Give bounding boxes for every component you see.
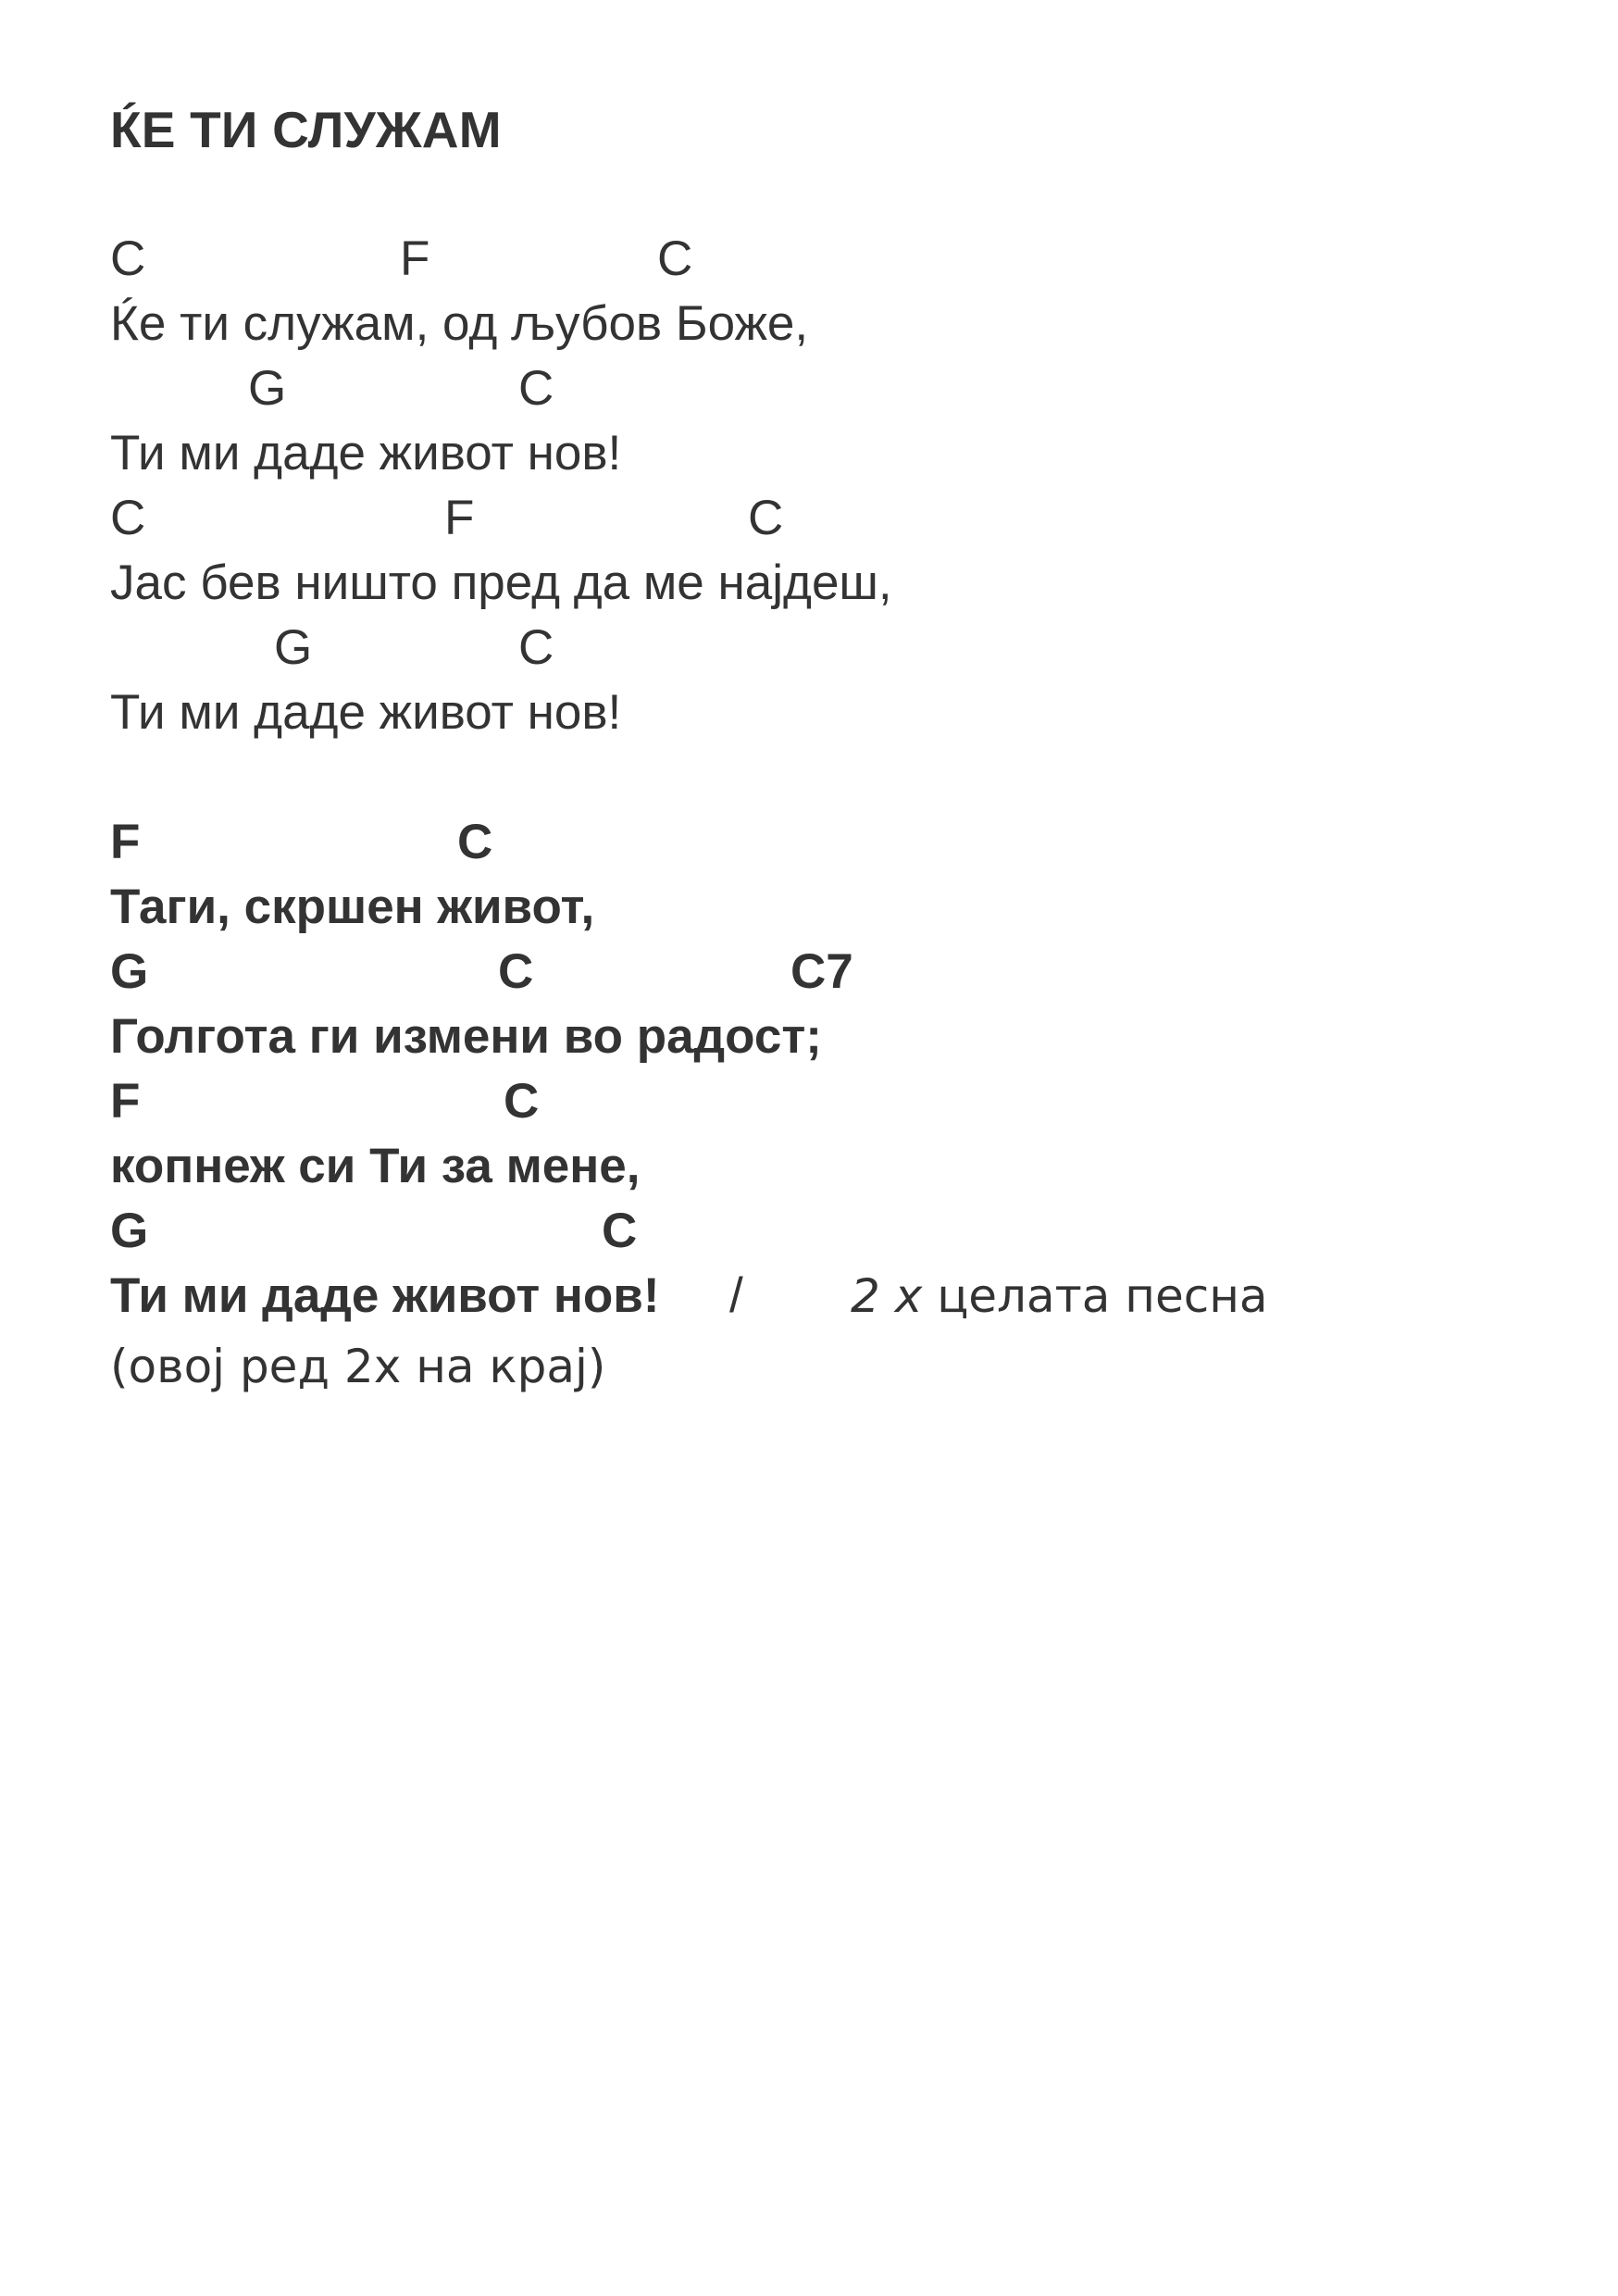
lyric-text: Јас бев ништо пред да ме најдеш, [110, 555, 892, 610]
chord: C [498, 944, 534, 999]
repeat-note [851, 1267, 1268, 1326]
chord: G [110, 944, 149, 999]
chord: C [110, 231, 146, 286]
verse-lyric-line-3 [110, 554, 1499, 613]
chord: G [110, 1204, 149, 1258]
chord: C [657, 231, 693, 286]
verse-chord-line-2 [110, 359, 1499, 418]
chord: F [110, 1074, 141, 1129]
verse-lyric-line-2 [110, 424, 1499, 483]
chorus-lyric-line-4 [110, 1267, 1499, 1326]
chord: F [110, 815, 141, 869]
chord: C [110, 491, 146, 545]
lyric-text: Голгота ги измени во радост; [110, 1009, 822, 1064]
chorus-lyric-line-3 [110, 1137, 1499, 1196]
chord: C7 [790, 944, 853, 999]
chord: G [248, 361, 287, 416]
song-title: ЌЕ ТИ СЛУЖАМ [110, 101, 502, 158]
verse-chord-line-3 [110, 489, 1499, 548]
chord: C [748, 491, 784, 545]
repeat-text: целата песна [937, 1269, 1268, 1323]
lyric-text: копнеж си Ти за мене, [110, 1139, 641, 1193]
separator-slash: / [729, 1268, 743, 1323]
verse-chord-line-4 [110, 618, 1499, 678]
chorus-lyric-line-2 [110, 1007, 1499, 1067]
lyric-text: Ти ми даде живот нов! [110, 426, 622, 480]
chord: F [400, 231, 430, 286]
chord: C [457, 815, 493, 869]
repeat-times: 2 x [851, 1269, 923, 1323]
chord: G [274, 620, 313, 675]
verse-chord-line-1 [110, 230, 1499, 289]
chorus-chord-line-3 [110, 1072, 1499, 1131]
chorus-chord-line-2 [110, 942, 1499, 1002]
lyric-text: Ти ми даде живот нов! [110, 685, 622, 740]
chorus-lyric-line-1 [110, 878, 1499, 937]
lyric-text: Таги, скршен живот, [110, 880, 595, 934]
verse-lyric-line-1 [110, 294, 1499, 354]
chorus-chord-line-4 [110, 1202, 1499, 1261]
lyric-text: Ќе ти служам, од љубов Боже, [110, 296, 809, 351]
chord: C [518, 620, 554, 675]
chord: C [504, 1074, 540, 1129]
lyric-text: Ти ми даде живот нов! [110, 1268, 660, 1323]
chord: C [518, 361, 554, 416]
chord: F [444, 491, 475, 545]
verse-lyric-line-4 [110, 683, 1499, 742]
end-note: (овој ред 2x на крај) [110, 1340, 606, 1393]
chorus-chord-line-1 [110, 813, 1499, 872]
chord: C [602, 1204, 638, 1258]
